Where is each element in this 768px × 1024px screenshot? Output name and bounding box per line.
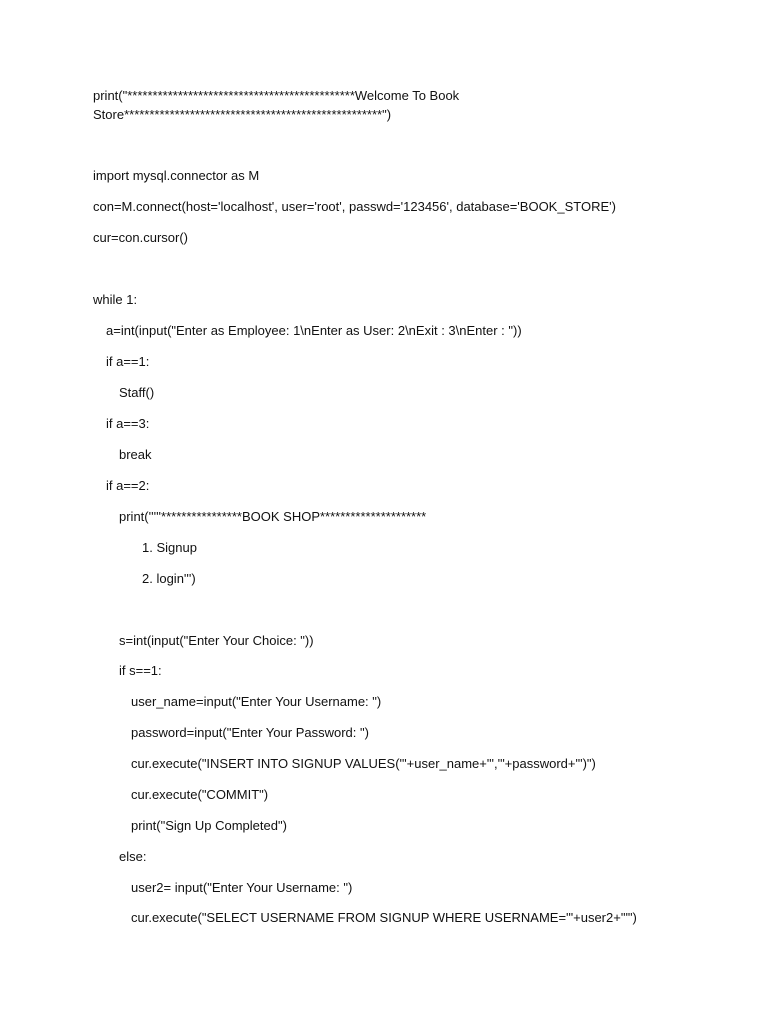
code-line-9: Staff() xyxy=(119,385,155,400)
code-line-6: while 1: xyxy=(93,292,138,307)
code-line-14: 1. Signup xyxy=(142,540,197,555)
code-line-21: cur.execute("COMMIT") xyxy=(131,787,269,802)
code-line-20: cur.execute("INSERT INTO SIGNUP VALUES('"+user_name+"','"+password+"')") xyxy=(131,756,596,771)
code-line-23: else: xyxy=(119,849,147,864)
code-line-13: print('''''****************BOOK SHOP********************* xyxy=(119,509,427,524)
code-line-7: a=int(input("Enter as Employee: 1\nEnter as User: 2\nExit : 3\nEnter : ")) xyxy=(106,323,522,338)
code-line-22: print("Sign Up Completed") xyxy=(131,818,287,833)
code-line-3: import mysql.connector as M xyxy=(93,168,260,183)
code-line-17: if s==1: xyxy=(119,663,162,678)
code-line-25: cur.execute("SELECT USERNAME FROM SIGNUP WHERE USERNAME='"+user2+"'") xyxy=(131,910,637,925)
code-line-18: user_name=input("Enter Your Username: ") xyxy=(131,694,382,709)
code-line-4: con=M.connect(host='localhost', user='root', passwd='123456', database='BOOK_STORE') xyxy=(93,199,616,214)
code-line-5: cur=con.cursor() xyxy=(93,230,188,245)
code-line-10: if a==3: xyxy=(106,416,150,431)
code-line-15: 2. login''') xyxy=(142,571,196,586)
code-line-2: Store***************************************************") xyxy=(93,107,392,122)
code-line-12: if a==2: xyxy=(106,478,150,493)
code-line-8: if a==1: xyxy=(106,354,150,369)
code-line-24: user2= input("Enter Your Username: ") xyxy=(131,880,353,895)
code-line-11: break xyxy=(119,447,152,462)
code-line-1: print("*********************************************Welcome To Book xyxy=(93,88,460,103)
code-line-16: s=int(input("Enter Your Choice: ")) xyxy=(119,633,314,648)
code-line-19: password=input("Enter Your Password: ") xyxy=(131,725,369,740)
